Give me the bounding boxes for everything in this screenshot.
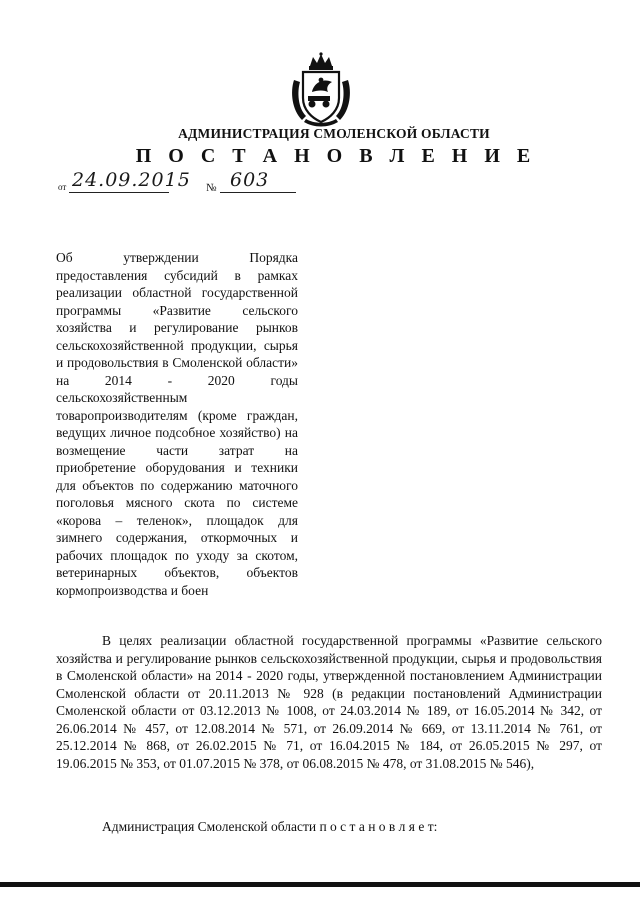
preamble-paragraph: В целях реализации областной государственной программы «Развитие сельского хозяйства и регулирование рынков сельскохозяйственной продукции, сырья и продовольствия в Смоленской области» на 2014 - 2020 годы, утвержденной постановлением Администрации Смоленской области от 20.11.2013 № 928 (в редакции постановлений Администрации Смоленской области от 03.12.2013 № 1008, от 24.03.2014 № 189, от 16.05.2014 № 342, от 26.06.2014 № 457, от 12.08.2014 № 571, от 26.09.2014 № 669, от 13.11.2014 № 761, от 25.12.2014 № 868, от 26.02.2015 № 71, от 16.04.2015 № 184, от 26.05.2015 № 297, от 19.06.2015 № 353, от 01.07.2015 № 378, от 06.08.2015 № 478, от 31.08.2015 № 546), xyxy=(56,633,602,771)
date-underline xyxy=(69,192,169,193)
number-underline xyxy=(220,192,296,193)
date-number-line xyxy=(58,170,318,194)
coat-of-arms-icon xyxy=(288,52,354,128)
document-type-title: П О С Т А Н О В Л Е Н И Е xyxy=(135,145,537,167)
document-subject: Об утверждении Порядка предоставления субсидий в рамках реализации областной государственной программы «Развитие сельского хозяйства и регулирование рынков сельскохозяйственной продукции, сырья и продовольствия в Смоленской области» на 2014 - 2020 годы сельскохозяйственным товаропроизводителям (кроме граждан, ведущих личное подсобное хозяйство) на возмещение части затрат на приобретение оборудования и техники для объектов по содержанию маточного поголовья мясного скота по системе «корова – теленок», площадок для зимнего содержания, откормочных и рабочих площадок по уходу за скотом, ветеринарных объектов, объектов кормопроизводства и боен xyxy=(56,250,298,598)
date-from-label: от xyxy=(58,182,67,192)
handwritten-number: 603 xyxy=(230,169,270,191)
organization-name: АДМИНИСТРАЦИЯ СМОЛЕНСКОЙ ОБЛАСТИ xyxy=(178,126,490,141)
handwritten-date: 24.09.2015 xyxy=(72,169,191,191)
number-label: № xyxy=(206,182,217,194)
bottom-rule xyxy=(0,882,640,887)
resolve-line: Администрация Смоленской области п о с т а н о в л я е т: xyxy=(102,819,438,834)
